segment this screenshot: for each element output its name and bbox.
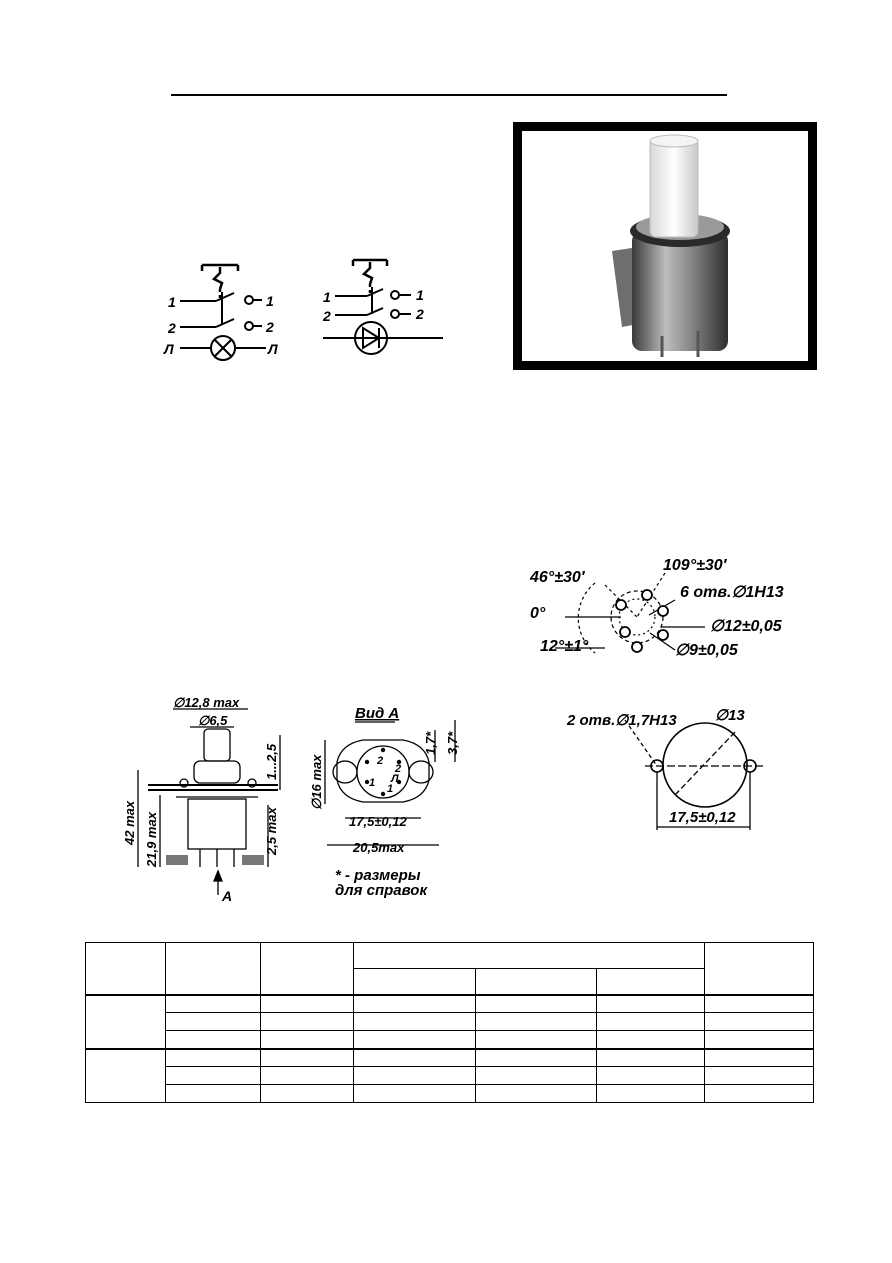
switch-illustration (522, 131, 808, 361)
view-a-pin-1: 1 (369, 777, 376, 789)
view-a-dim-16: ∅16 max (309, 754, 324, 810)
table-row (86, 1031, 814, 1049)
side-travel: 1...2,5 (264, 743, 279, 780)
side-height-21-9: 21,9 max (144, 812, 159, 867)
lamp-pin-2-left: 2 (168, 320, 176, 336)
view-a-pin-2: 2 (377, 755, 384, 767)
side-height-2-5: 2,5 max (264, 807, 279, 855)
side-height-42: 42 max (122, 800, 137, 845)
cutout-holes-2: 2 отв.∅1,7H13 (567, 712, 677, 729)
table-subheader-cell (476, 969, 597, 995)
mounting-hole-pattern (525, 555, 810, 665)
angle-46: 46°±30′ (530, 569, 585, 586)
angle-12: 12°±1° (540, 638, 589, 655)
angle-109: 109°±30′ (663, 557, 727, 574)
schematic-diode (315, 252, 450, 362)
diode-pin-2-left: 2 (323, 308, 331, 324)
view-a-dim-20-5: 20,5max (353, 840, 405, 855)
table-row (86, 1067, 814, 1085)
panel-cutout-drawing (565, 700, 785, 840)
side-view-drawing (118, 695, 293, 905)
diode-pin-1-left: 1 (323, 289, 331, 305)
table-subheader-cell (597, 969, 705, 995)
view-a-pin-1b: 1 (387, 783, 394, 795)
view-a-note-1: * - размеры (335, 867, 421, 884)
dia-12: ∅12±0,05 (710, 618, 782, 635)
table-subheader-cell (354, 969, 476, 995)
angle-zero: 0° (530, 605, 546, 622)
view-a-dim-1-7: 1,7* (423, 731, 438, 755)
view-a-note-2: для справок (335, 882, 428, 899)
dia-9: ∅9±0,05 (675, 642, 738, 659)
lamp-label-right: Л (268, 341, 278, 357)
view-a-dim-3-7: 3,7* (445, 731, 460, 755)
lamp-label-left: Л (164, 341, 174, 357)
table-header-cell (86, 943, 166, 995)
cutout-dia-13: ∅13 (715, 707, 745, 724)
lamp-pin-1-left: 1 (168, 294, 176, 310)
table-row (86, 1013, 814, 1031)
table-header-cell (705, 943, 814, 995)
side-dia-12-8: ∅12,8 max (173, 695, 240, 710)
table-header-cell (166, 943, 261, 995)
table-row (86, 995, 814, 1013)
lamp-pin-2-right: 2 (266, 319, 274, 335)
table-header-cell (261, 943, 354, 995)
product-photo (513, 122, 817, 370)
cutout-spacing: 17,5±0,12 (669, 809, 736, 826)
holes-6: 6 отв.∅1H13 (680, 584, 784, 601)
view-arrow-label: А (222, 888, 233, 904)
lamp-pin-1-right: 1 (266, 293, 274, 309)
diode-pin-2-right: 2 (416, 306, 424, 322)
spec-table (85, 942, 814, 1103)
schematic-lamp (150, 255, 310, 365)
side-dia-6-5: ∅6,5 (198, 713, 228, 728)
table-header-cell (354, 943, 705, 969)
top-rule (171, 94, 727, 96)
view-a-drawing (305, 700, 473, 900)
view-a-pin-2b: 2 (395, 763, 402, 775)
view-a-title: Вид А (355, 705, 400, 722)
view-a-dim-17-5: 17,5±0,12 (349, 814, 407, 829)
table-row (86, 1049, 814, 1067)
view-a-pin-l: Л (391, 773, 399, 785)
diode-pin-1-right: 1 (416, 287, 424, 303)
table-row (86, 1085, 814, 1103)
